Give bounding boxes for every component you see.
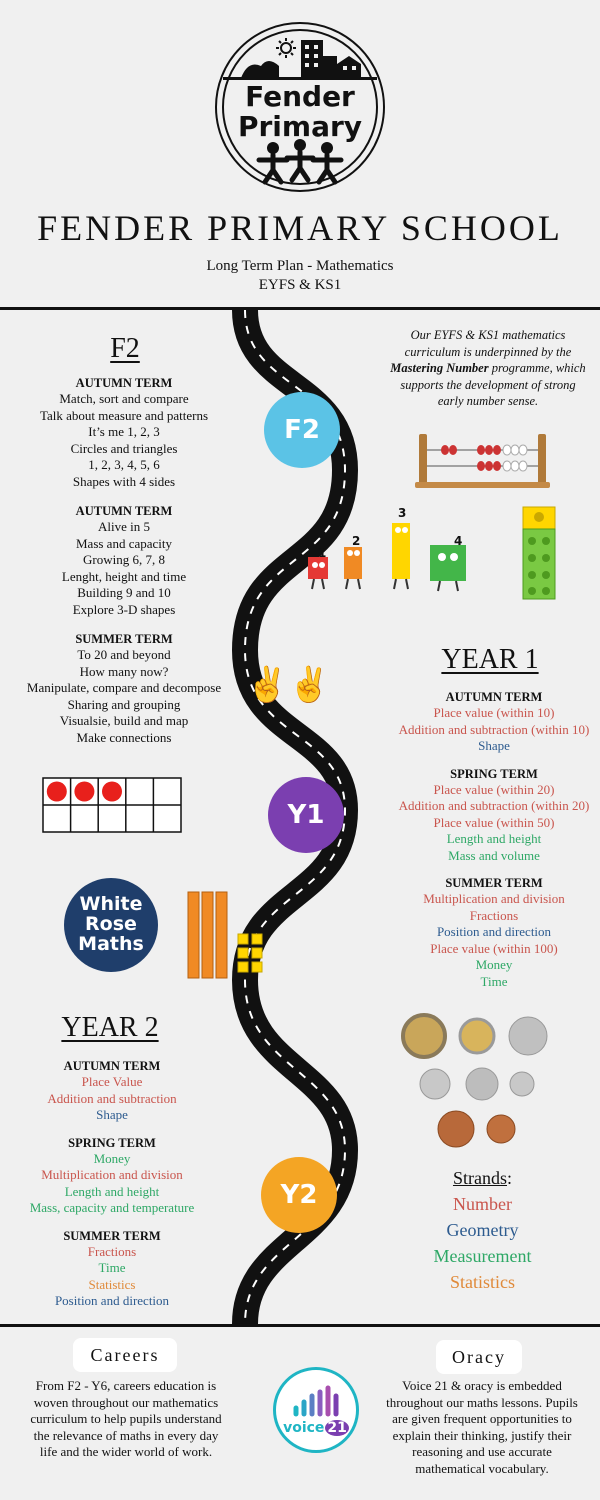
y2-term-title: SUMMER TERM xyxy=(63,1228,161,1243)
strands-heading-colon: : xyxy=(506,1168,512,1188)
y2-term-block xyxy=(0,1136,224,1217)
f2-terms xyxy=(0,376,248,755)
f2-term-block xyxy=(0,376,248,490)
list-item: Time xyxy=(98,1260,126,1275)
list-item: Make connections xyxy=(76,729,172,745)
oracy-pill: Oracy xyxy=(436,1340,522,1374)
list-item: Alive in 5 xyxy=(98,519,150,534)
strand-number: Number xyxy=(453,1194,512,1214)
wrm-line3: Maths xyxy=(78,933,144,955)
numberblocks-image xyxy=(300,505,480,600)
f2-term-title: AUTUMN TERM xyxy=(75,376,173,390)
wrm-logo xyxy=(64,878,158,972)
intro-bold: Mastering Number xyxy=(390,361,489,375)
list-item: Place value (within 20) xyxy=(433,781,555,797)
list-item: Money xyxy=(475,957,513,972)
subtitle-stage: EYFS & KS1 xyxy=(258,277,342,293)
careers-pill: Careers xyxy=(73,1338,177,1372)
list-item: Growing 6, 7, 8 xyxy=(83,552,165,567)
f2-term-block xyxy=(0,632,248,746)
strand-statistics: Statistics xyxy=(449,1272,515,1292)
list-item: To 20 and beyond xyxy=(77,647,171,662)
f2-heading: F2 xyxy=(110,333,140,364)
y1-term-title: AUTUMN TERM xyxy=(445,690,543,704)
numberblock-label: 2 xyxy=(352,534,361,548)
voice21-bars-icon xyxy=(276,1370,356,1450)
list-item: Place Value xyxy=(81,1074,143,1089)
y1-term-block xyxy=(388,767,600,865)
numberblock-label: 4 xyxy=(454,534,463,548)
f2-badge: F2 xyxy=(264,392,340,468)
logo-text-primary: Primary xyxy=(237,110,363,143)
coins-image xyxy=(400,1012,560,1152)
wrm-line1: White xyxy=(79,893,143,915)
list-item: Time xyxy=(480,973,508,989)
intro-part2: programme, which supports the development of strong early number sense. xyxy=(400,361,586,408)
voice21-text: voice xyxy=(283,1420,325,1436)
voice21-logo xyxy=(273,1367,359,1453)
y1-term-title: SUMMER TERM xyxy=(445,876,543,890)
list-item: Position and direction xyxy=(54,1293,170,1308)
list-item: Building 9 and 10 xyxy=(77,585,171,600)
school-logo xyxy=(213,20,387,194)
f2-term-title: SUMMER TERM xyxy=(75,632,173,646)
list-item: Money xyxy=(93,1150,131,1166)
list-item: Shape xyxy=(478,738,510,753)
y1-term-block xyxy=(388,876,600,990)
list-item: Visualsie, build and map xyxy=(59,713,189,728)
list-item: Explore 3-D shapes xyxy=(72,601,176,617)
fingers-icon: ✌✌ xyxy=(246,665,331,705)
list-item: Length and height xyxy=(64,1183,160,1199)
list-item: Multiplication and division xyxy=(423,891,565,906)
y2-term-title: AUTUMN TERM xyxy=(63,1059,161,1073)
list-item: Mass and volume xyxy=(448,847,540,863)
list-item: Talk about measure and patterns xyxy=(39,407,209,423)
year2-heading: YEAR 2 xyxy=(61,1012,159,1043)
list-item: It’s me 1, 2, 3 xyxy=(88,424,160,439)
list-item: Place value (within 50) xyxy=(433,814,555,830)
y2-badge: Y2 xyxy=(261,1157,337,1233)
list-item: Multiplication and division xyxy=(41,1167,183,1182)
strands-heading xyxy=(400,1165,565,1191)
list-item: Mass and capacity xyxy=(75,535,173,551)
list-item: Fractions xyxy=(87,1243,137,1259)
page-title: FENDER PRIMARY SCHOOL xyxy=(37,208,563,248)
year1-terms xyxy=(388,690,600,999)
list-item: Match, sort and compare xyxy=(59,391,189,406)
list-item: Mass, capacity and temperature xyxy=(29,1200,195,1215)
list-item: Sharing and grouping xyxy=(67,696,181,712)
y2-term-block xyxy=(0,1059,224,1124)
careers-text: From F2 - Y6, careers education is woven throughout our mathematics curriculum to help pupils understand the relevance of maths in every day life and the wider world of work. xyxy=(30,1378,222,1459)
list-item: Length and height xyxy=(446,831,542,846)
strand-geometry: Geometry xyxy=(446,1220,519,1240)
list-item: Manipulate, compare and decompose xyxy=(26,680,222,695)
list-item: Shapes with 4 sides xyxy=(72,473,176,489)
abacus-image xyxy=(415,430,550,490)
linking-cubes-image xyxy=(520,503,560,601)
list-item: 1, 2, 3, 4, 5, 6 xyxy=(88,457,160,472)
voice21-num: 21 xyxy=(327,1420,347,1436)
subtitle-plan: Long Term Plan - Mathematics xyxy=(206,258,394,274)
oracy-text: Voice 21 & oracy is embedded throughout our maths lessons. Pupils are given frequent opportunities to explain their thinking, justify their reasoning and use accurate mathematical vocabulary. xyxy=(386,1378,578,1476)
list-item: Lenght, height and time xyxy=(61,568,187,584)
list-item: Position and direction xyxy=(436,924,552,939)
y2-term-block xyxy=(0,1229,224,1310)
strand-measurement: Measurement xyxy=(433,1246,532,1266)
list-item: Place value (within 100) xyxy=(430,940,558,956)
f2-term-block xyxy=(0,504,248,618)
numberblock-label: 3 xyxy=(398,506,407,520)
intro-text xyxy=(388,327,588,410)
list-item: Fractions xyxy=(469,907,519,923)
voice21-wordmark xyxy=(276,1420,356,1436)
list-item: Addition and subtraction xyxy=(47,1090,177,1106)
y1-badge: Y1 xyxy=(268,777,344,853)
f2-term-title: AUTUMN TERM xyxy=(75,504,173,518)
y1-term-title: SPRING TERM xyxy=(450,766,538,781)
y2-term-title: SPRING TERM xyxy=(68,1135,156,1150)
wrm-line2: Rose xyxy=(85,913,137,935)
ten-frame-image xyxy=(42,777,182,833)
year1-heading: YEAR 1 xyxy=(441,644,539,675)
list-item: How many now? xyxy=(79,663,169,679)
list-item: Circles and triangles xyxy=(70,440,178,456)
year2-terms xyxy=(0,1059,224,1319)
list-item: Place value (within 10) xyxy=(433,705,555,720)
base-ten-blocks-image xyxy=(186,890,272,980)
list-item: Shape xyxy=(96,1107,128,1122)
intro-part1: Our EYFS & KS1 mathematics curriculum is underpinned by the xyxy=(404,328,572,359)
numberblock-label: 1 xyxy=(318,546,327,560)
strands-heading-text: Strands xyxy=(452,1168,507,1188)
bottom-divider xyxy=(0,1324,600,1327)
logo-text-fender: Fender xyxy=(245,80,355,113)
strands-box xyxy=(400,1165,565,1295)
list-item: Statistics xyxy=(88,1276,136,1292)
list-item: Addition and subtraction (within 10) xyxy=(398,721,590,737)
y1-term-block xyxy=(388,690,600,755)
list-item: Addition and subtraction (within 20) xyxy=(398,798,590,813)
